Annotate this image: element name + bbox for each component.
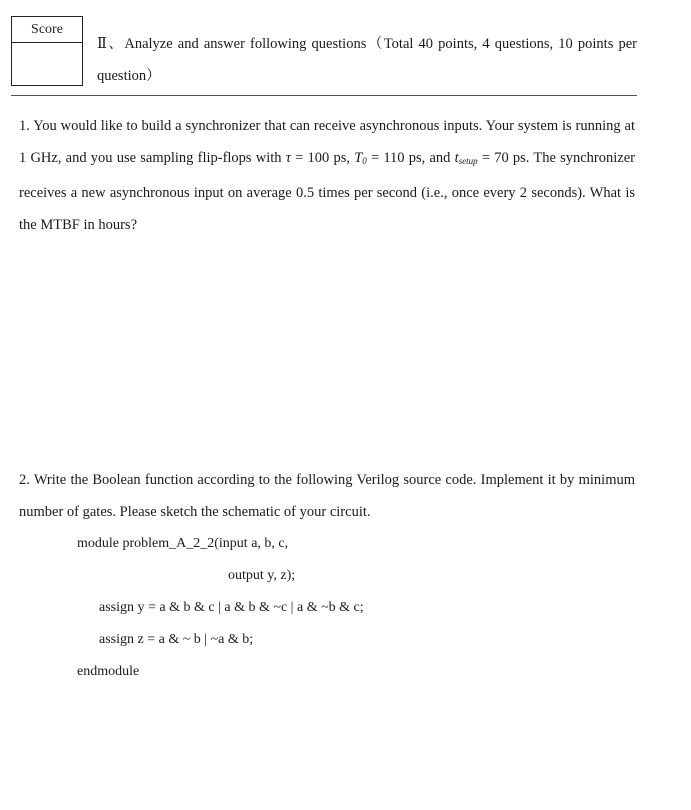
section-title	[97, 28, 637, 92]
score-entry-area[interactable]	[12, 43, 82, 86]
tau-symbol: τ	[285, 150, 291, 166]
section-divider	[11, 95, 637, 96]
section-title-line1: Ⅱ、Analyze and answer following questions（Total 40 points, 4 questions, 10 points per	[97, 36, 637, 52]
question-1	[19, 110, 635, 241]
code-output-line: output y, z);	[228, 568, 296, 583]
score-label: Score	[12, 17, 82, 43]
code-assign-z: assign z = a & ~ b | ~a & b;	[99, 632, 254, 647]
question-2-line2: number of gates. Please sketch the schematic of your circuit.	[19, 504, 371, 520]
t0-symbol: T	[354, 150, 363, 166]
q1-text-b: = 100 ps,	[290, 150, 355, 166]
tsetup-subscript: setup	[458, 156, 478, 166]
question-2	[19, 464, 635, 528]
section-title-line2: question）	[97, 68, 161, 84]
question-1-line3: receives a new asynchronous input on average 0.5 times per second (i.e., once every 2 seconds). What is	[19, 185, 635, 201]
question-1-line2	[19, 142, 635, 177]
q1-text-a: 1 GHz, and you use sampling flip-flops with	[19, 150, 286, 166]
tsetup-symbol: t	[454, 150, 459, 166]
question-2-line1: 2. Write the Boolean function according to the following Verilog source code. Implement it by minimum	[19, 472, 635, 488]
code-end-line: endmodule	[77, 664, 140, 679]
q1-text-c: = 110 ps, and	[366, 150, 455, 166]
q1-text-d: = 70 ps. The synchronizer	[477, 150, 635, 166]
question-1-line4: the MTBF in hours?	[19, 217, 138, 233]
question-1-line1: 1. You would like to build a synchronizer that can receive asynchronous inputs. Your system is running at	[19, 118, 635, 134]
t0-subscript: 0	[362, 156, 367, 166]
score-box	[11, 16, 83, 86]
code-module-line: module problem_A_2_2(input a, b, c,	[77, 536, 289, 551]
code-assign-y: assign y = a & b & c | a & b & ~c | a & ~b & c;	[99, 600, 364, 615]
